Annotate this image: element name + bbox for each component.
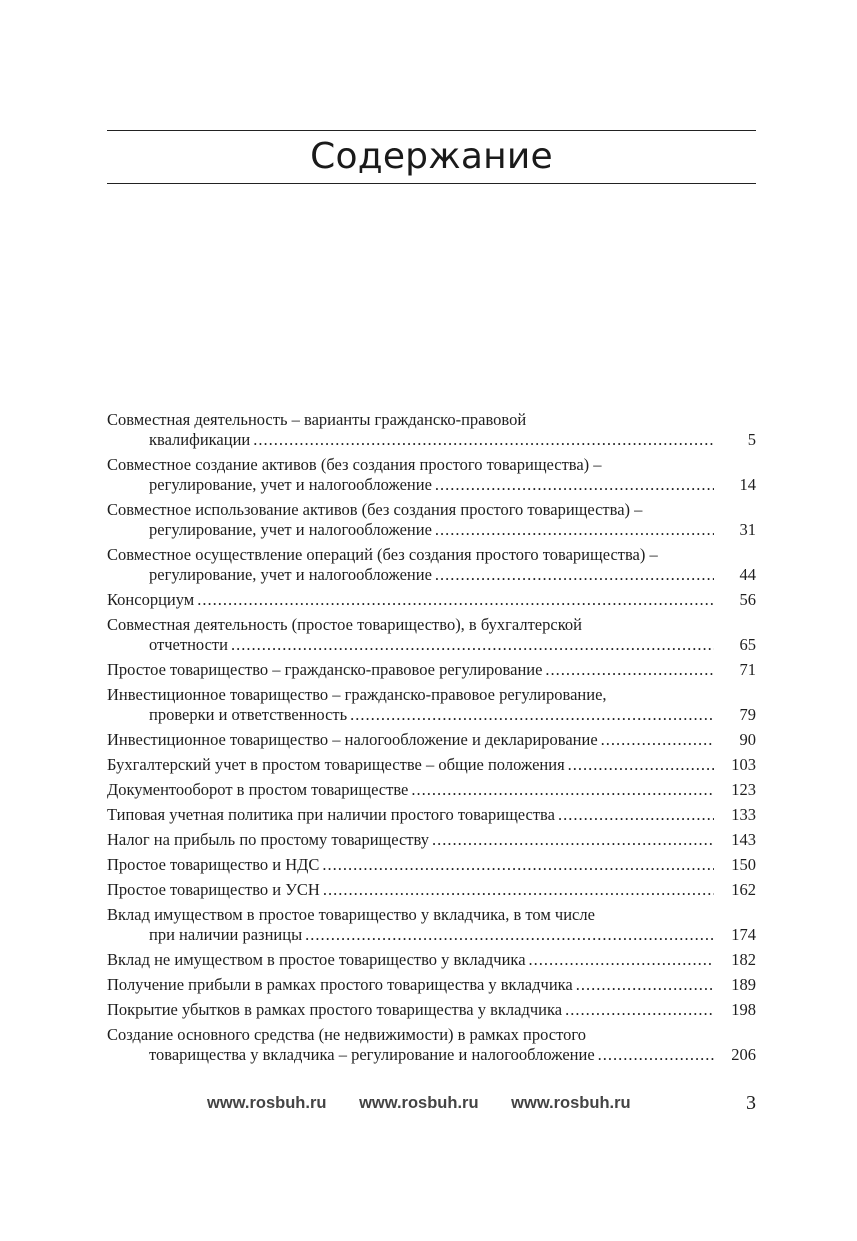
toc-entry-text: Совместная деятельность – варианты гражданско-правовой	[107, 410, 527, 429]
toc-entry-text: Инвестиционное товарищество – гражданско-правовое регулирование,	[107, 685, 607, 704]
toc-dot-leader	[435, 520, 714, 540]
toc-entry-text: Вклад не имуществом в простое товарищество у вкладчика	[107, 950, 526, 969]
toc-page-number: 71	[739, 660, 756, 679]
title-top-rule	[107, 130, 756, 131]
toc-entry[interactable]	[107, 730, 756, 750]
toc-entry[interactable]	[107, 1025, 756, 1065]
toc-dot-leader	[576, 975, 714, 995]
toc-dot-leader	[197, 590, 714, 610]
footer-urls	[207, 1094, 659, 1113]
toc-entry-line	[107, 730, 756, 750]
toc-entry-text: Бухгалтерский учет в простом товариществе – общие положения	[107, 755, 565, 774]
toc-page-number: 174	[731, 925, 756, 944]
table-of-contents	[107, 410, 756, 1070]
toc-entry[interactable]	[107, 855, 756, 875]
toc-entry[interactable]	[107, 780, 756, 800]
toc-page-number: 206	[731, 1045, 756, 1064]
toc-entry[interactable]	[107, 975, 756, 995]
toc-dot-leader	[545, 660, 714, 680]
toc-entry-line	[107, 615, 756, 635]
toc-dot-leader	[435, 565, 714, 585]
toc-entry-line	[107, 780, 756, 800]
toc-dot-leader	[253, 430, 714, 450]
toc-entry-line	[107, 520, 756, 540]
toc-entry-line	[107, 590, 756, 610]
toc-entry-text: при наличии разницы	[149, 925, 303, 944]
toc-entry-text: Покрытие убытков в рамках простого товарищества у вкладчика	[107, 1000, 563, 1019]
toc-entry-text: проверки и ответственность	[149, 705, 348, 724]
toc-entry-text: Налог на прибыль по простому товариществу	[107, 830, 429, 849]
toc-entry-line	[107, 950, 756, 970]
toc-page-number: 198	[731, 1000, 756, 1019]
toc-entry[interactable]	[107, 615, 756, 655]
toc-entry-text: регулирование, учет и налогообложение	[149, 475, 432, 494]
toc-entry-line	[107, 975, 756, 995]
toc-entry-text: Типовая учетная политика при наличии простого товарищества	[107, 805, 555, 824]
toc-entry-text: Совместная деятельность (простое товарищество), в бухгалтерской	[107, 615, 582, 634]
toc-page-number: 65	[739, 635, 756, 654]
toc-entry[interactable]	[107, 880, 756, 900]
toc-entry-line	[107, 410, 756, 430]
toc-page-number: 5	[747, 430, 756, 449]
toc-dot-leader	[558, 805, 714, 825]
toc-page-number: 56	[739, 590, 756, 609]
toc-entry[interactable]	[107, 500, 756, 540]
toc-entry[interactable]	[107, 590, 756, 610]
footer-url[interactable]: www.rosbuh.ru	[359, 1094, 479, 1112]
toc-entry-text: регулирование, учет и налогообложение	[149, 520, 432, 539]
toc-entry-line	[107, 455, 756, 475]
toc-entry[interactable]	[107, 805, 756, 825]
toc-entry-line	[107, 705, 756, 725]
toc-entry-text: Инвестиционное товарищество – налогообложение и декларирование	[107, 730, 598, 749]
toc-entry-line	[107, 855, 756, 875]
toc-page-number: 44	[739, 565, 756, 584]
toc-entry-line	[107, 925, 756, 945]
toc-dot-leader	[231, 635, 714, 655]
toc-dot-leader	[350, 705, 714, 725]
page-number: 3	[746, 1092, 756, 1114]
toc-page-number: 189	[731, 975, 756, 994]
toc-page-number: 150	[731, 855, 756, 874]
toc-entry-text: Получение прибыли в рамках простого товарищества у вкладчика	[107, 975, 573, 994]
toc-dot-leader	[529, 950, 714, 970]
toc-entry-text: товарищества у вкладчика – регулирование и налогообложение	[149, 1045, 595, 1064]
toc-page-number: 79	[739, 705, 756, 724]
toc-entry-line	[107, 805, 756, 825]
toc-dot-leader	[598, 1045, 714, 1065]
toc-entry-line	[107, 475, 756, 495]
toc-entry-text: Консорциум	[107, 590, 195, 609]
toc-entry-line	[107, 1045, 756, 1065]
toc-dot-leader	[565, 1000, 714, 1020]
toc-page-number: 31	[739, 520, 756, 539]
toc-entry-line	[107, 905, 756, 925]
toc-dot-leader	[305, 925, 714, 945]
toc-entry-text: квалификации	[149, 430, 251, 449]
toc-entry-text: Совместное осуществление операций (без создания простого товарищества) –	[107, 545, 658, 564]
toc-page-number: 143	[731, 830, 756, 849]
toc-entry[interactable]	[107, 455, 756, 495]
toc-entry-line	[107, 1025, 756, 1045]
toc-page-number: 14	[739, 475, 756, 494]
toc-entry[interactable]	[107, 660, 756, 680]
toc-entry-text: Совместное использование активов (без создания простого товарищества) –	[107, 500, 643, 519]
toc-entry[interactable]	[107, 685, 756, 725]
toc-entry-text: Вклад имуществом в простое товарищество у вкладчика, в том числе	[107, 905, 595, 924]
toc-entry-line	[107, 880, 756, 900]
toc-entry[interactable]	[107, 830, 756, 850]
toc-entry[interactable]	[107, 1000, 756, 1020]
toc-entry-text: Простое товарищество – гражданско-правовое регулирование	[107, 660, 543, 679]
toc-dot-leader	[435, 475, 714, 495]
toc-entry-text: Создание основного средства (не недвижимости) в рамках простого	[107, 1025, 586, 1044]
toc-entry-line	[107, 545, 756, 565]
toc-entry-line	[107, 430, 756, 450]
toc-entry[interactable]	[107, 410, 756, 450]
toc-entry-line	[107, 685, 756, 705]
toc-entry-line	[107, 635, 756, 655]
footer-url[interactable]: www.rosbuh.ru	[207, 1094, 327, 1112]
footer-url[interactable]: www.rosbuh.ru	[511, 1094, 631, 1112]
toc-entry-line	[107, 660, 756, 680]
toc-entry-line	[107, 565, 756, 585]
toc-entry-text: Простое товарищество и НДС	[107, 855, 320, 874]
toc-page-number: 162	[731, 880, 756, 899]
toc-entry-text: Простое товарищество и УСН	[107, 880, 320, 899]
page-footer	[107, 1092, 756, 1118]
toc-entry-text: Документооборот в простом товариществе	[107, 780, 409, 799]
toc-entry-line	[107, 830, 756, 850]
toc-page-number: 123	[731, 780, 756, 799]
toc-entry[interactable]	[107, 755, 756, 775]
toc-entry-line	[107, 1000, 756, 1020]
toc-entry-text: регулирование, учет и налогообложение	[149, 565, 432, 584]
toc-dot-leader	[601, 730, 714, 750]
toc-page-number: 133	[731, 805, 756, 824]
toc-entry[interactable]	[107, 545, 756, 585]
toc-dot-leader	[322, 855, 714, 875]
toc-entry-line	[107, 500, 756, 520]
toc-entry-line	[107, 755, 756, 775]
toc-dot-leader	[411, 780, 714, 800]
toc-page-number: 90	[739, 730, 756, 749]
toc-page-number: 103	[731, 755, 756, 774]
toc-dot-leader	[432, 830, 714, 850]
page-title: Содержание	[310, 136, 553, 177]
toc-entry[interactable]	[107, 905, 756, 945]
toc-dot-leader	[568, 755, 714, 775]
toc-dot-leader	[323, 880, 714, 900]
toc-entry[interactable]	[107, 950, 756, 970]
toc-entry-text: отчетности	[149, 635, 228, 654]
toc-page-number: 182	[731, 950, 756, 969]
toc-entry-text: Совместное создание активов (без создания простого товарищества) –	[107, 455, 602, 474]
title-bottom-rule	[107, 183, 756, 184]
